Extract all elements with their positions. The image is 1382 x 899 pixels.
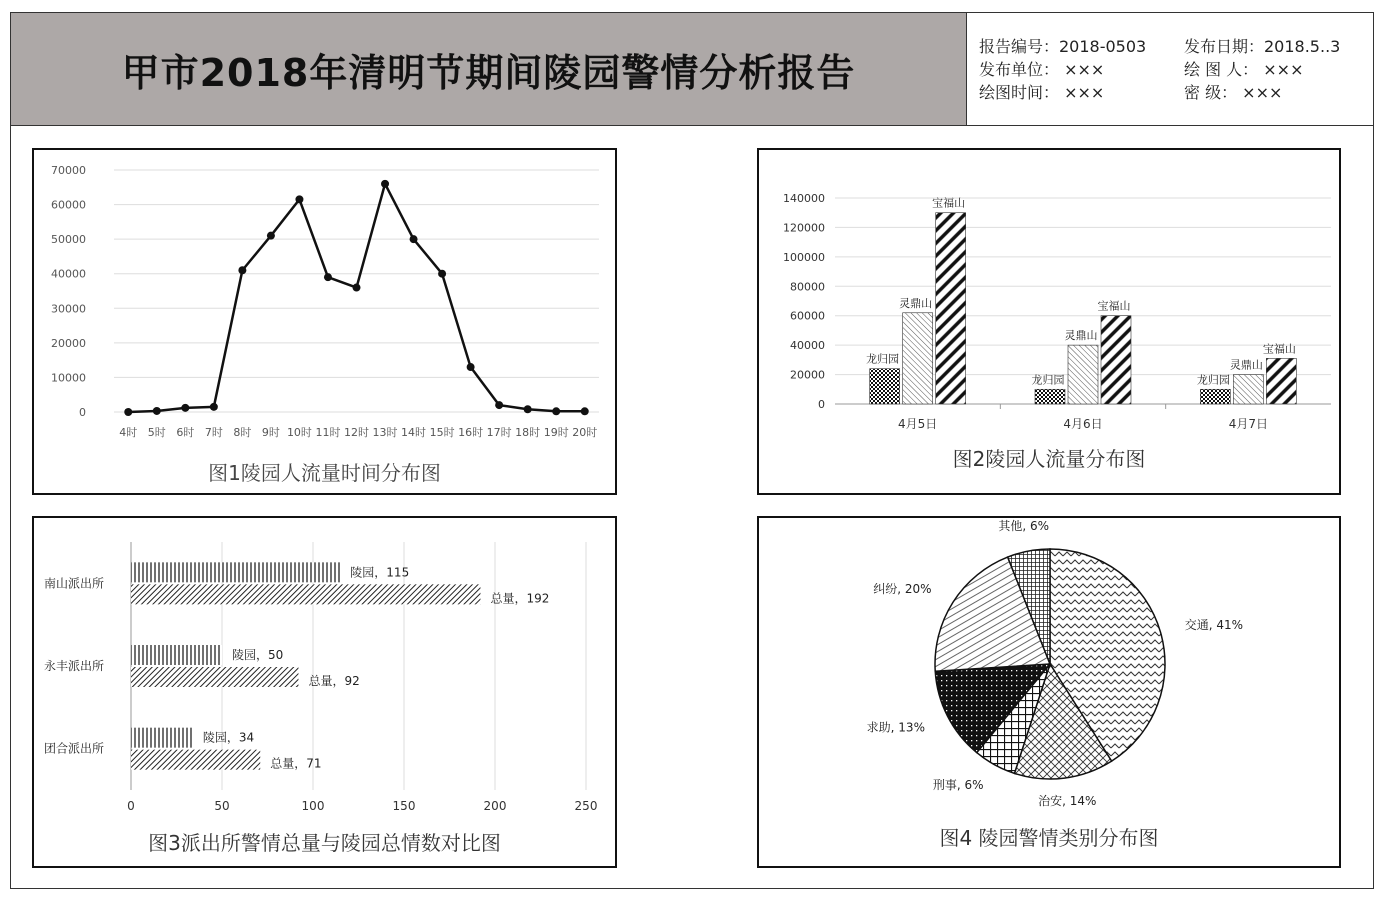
fig1-x-tick-label: 10时 bbox=[286, 426, 312, 439]
fig3-x-tick-label: 250 bbox=[574, 799, 598, 813]
fig1-x-tick-label: 17时 bbox=[486, 426, 512, 439]
fig2-bar bbox=[903, 313, 933, 404]
fig3-data-label: 总量，71 bbox=[270, 756, 322, 771]
report-title: 甲市2018年清明节期间陵园警情分析报告 bbox=[121, 50, 856, 95]
fig2-y-tick-label: 120000 bbox=[783, 221, 825, 235]
fig1-x-tick-label: 5时 bbox=[147, 426, 166, 439]
fig1-x-tick-label: 16时 bbox=[458, 426, 484, 439]
fig1-data-point bbox=[495, 401, 503, 409]
drawer: 绘 图 人： ××× bbox=[1184, 60, 1304, 79]
meta-row bbox=[979, 58, 1373, 81]
fig1-data-point bbox=[381, 180, 389, 188]
fig2-panel bbox=[757, 148, 1341, 495]
fig2-data-label: 龙归园 bbox=[1031, 373, 1065, 387]
fig4-slice-label: 刑事, 6% bbox=[932, 777, 984, 792]
secrecy-level: 密 级： ××× bbox=[1184, 83, 1283, 102]
report-header bbox=[10, 12, 1374, 126]
fig3-data-label: 陵园，115 bbox=[350, 565, 410, 580]
fig1-data-point bbox=[467, 363, 475, 371]
fig2-data-label: 灵鼎山 bbox=[1064, 329, 1098, 343]
fig2-bar bbox=[1101, 316, 1131, 404]
fig2-bar bbox=[1035, 389, 1065, 404]
fig3-bar bbox=[131, 667, 298, 687]
fig3-bar bbox=[131, 584, 480, 604]
fig2-bar bbox=[870, 369, 900, 404]
fig3-data-label: 总量，192 bbox=[490, 591, 550, 606]
fig4-slice-label: 其他, 6% bbox=[998, 519, 1050, 534]
fig4-panel bbox=[757, 516, 1341, 868]
fig1-data-point bbox=[552, 407, 560, 415]
fig1-y-tick-label: 10000 bbox=[51, 371, 86, 385]
fig2-bar bbox=[936, 213, 966, 404]
fig1-data-point bbox=[210, 403, 218, 411]
fig2-y-tick-label: 60000 bbox=[790, 309, 825, 323]
fig2-data-label: 龙归园 bbox=[1196, 373, 1230, 387]
fig1-y-tick-label: 70000 bbox=[51, 164, 86, 177]
fig2-x-tick-label: 4月7日 bbox=[1228, 417, 1268, 431]
fig1-x-tick-label: 4时 bbox=[119, 426, 138, 439]
fig1-x-tick-label: 14时 bbox=[401, 426, 427, 439]
fig2-y-tick-label: 20000 bbox=[790, 368, 825, 382]
fig3-caption: 图3派出所警情总量与陵园总情数对比图 bbox=[148, 831, 501, 855]
fig1-data-point bbox=[438, 270, 446, 278]
fig3-data-label: 总量，92 bbox=[308, 674, 360, 688]
fig2-data-label: 灵鼎山 bbox=[1229, 358, 1263, 372]
publisher: 发布单位： ××× bbox=[979, 60, 1105, 79]
fig1-y-tick-label: 60000 bbox=[51, 198, 86, 212]
fig1-y-tick-label: 50000 bbox=[51, 233, 86, 247]
fig4-slice-label: 纠纷, 20% bbox=[873, 581, 932, 596]
fig2-data-label: 宝福山 bbox=[1262, 342, 1296, 356]
fig1-caption: 图1陵园人流量时间分布图 bbox=[208, 461, 441, 485]
fig3-y-tick-label: 团合派出所 bbox=[44, 741, 105, 756]
fig2-y-tick-label: 0 bbox=[818, 398, 825, 411]
fig2-data-label: 灵鼎山 bbox=[899, 296, 933, 310]
fig1-data-point bbox=[295, 195, 303, 203]
fig1-x-tick-label: 19时 bbox=[543, 426, 569, 439]
fig1-data-point bbox=[581, 407, 589, 415]
fig1-data-point bbox=[124, 408, 132, 416]
fig3-x-tick-label: 100 bbox=[301, 799, 325, 813]
fig2-y-tick-label: 40000 bbox=[790, 339, 825, 353]
fig3-panel bbox=[32, 516, 617, 868]
report-number: 报告编号：2018-0503 bbox=[979, 37, 1147, 56]
fig1-y-tick-label: 40000 bbox=[51, 267, 86, 281]
fig2-y-tick-label: 80000 bbox=[790, 280, 825, 294]
fig2-data-label: 龙归园 bbox=[866, 352, 900, 366]
fig2-bar bbox=[1200, 389, 1230, 404]
fig1-data-point bbox=[267, 232, 275, 240]
report-meta bbox=[967, 13, 1373, 125]
fig3-data-label: 陵园，34 bbox=[202, 730, 255, 745]
fig2-bar bbox=[1233, 375, 1263, 404]
fig4-slice-label: 求助, 13% bbox=[866, 720, 925, 735]
fig4-caption: 图4 陵园警情类别分布图 bbox=[939, 826, 1159, 850]
title-box bbox=[11, 13, 967, 125]
fig2-bar-chart bbox=[759, 150, 1339, 493]
fig3-bar bbox=[131, 562, 340, 582]
fig3-data-label: 陵园，50 bbox=[232, 648, 284, 662]
fig3-y-tick-label: 永丰派出所 bbox=[44, 659, 105, 673]
fig1-data-point bbox=[353, 284, 361, 292]
fig1-x-tick-label: 8时 bbox=[233, 426, 252, 439]
fig1-x-tick-label: 12时 bbox=[344, 426, 369, 439]
fig4-pie-chart bbox=[759, 518, 1339, 866]
fig2-x-tick-label: 4月5日 bbox=[898, 417, 938, 431]
fig2-x-tick-label: 4月6日 bbox=[1063, 417, 1103, 431]
publish-date: 发布日期：2018.5..3 bbox=[1184, 37, 1341, 56]
fig4-slice-label: 交通, 41% bbox=[1184, 617, 1244, 632]
fig3-hbar-chart bbox=[34, 518, 615, 866]
fig3-x-tick-label: 0 bbox=[127, 799, 135, 813]
fig1-data-point bbox=[153, 407, 161, 415]
fig1-data-point bbox=[238, 266, 246, 274]
fig1-x-tick-label: 18时 bbox=[515, 426, 541, 439]
fig1-x-tick-label: 13时 bbox=[372, 426, 398, 439]
fig1-data-point bbox=[181, 404, 189, 412]
fig1-data-point bbox=[324, 273, 332, 281]
fig1-y-tick-label: 0 bbox=[79, 406, 86, 419]
fig2-y-tick-label: 100000 bbox=[783, 250, 825, 264]
fig2-data-label: 宝福山 bbox=[1097, 299, 1131, 313]
meta-row bbox=[979, 81, 1373, 104]
fig3-x-tick-label: 50 bbox=[214, 799, 230, 813]
fig1-y-tick-label: 30000 bbox=[51, 302, 86, 316]
fig2-data-label: 宝福山 bbox=[932, 196, 966, 210]
fig1-data-point bbox=[410, 235, 418, 243]
fig4-slice-label: 治安, 14% bbox=[1038, 793, 1097, 808]
fig2-bar bbox=[1068, 345, 1098, 404]
meta-row bbox=[979, 35, 1373, 58]
fig3-bar bbox=[131, 750, 260, 770]
fig3-x-tick-label: 150 bbox=[392, 799, 416, 813]
fig1-x-tick-label: 15时 bbox=[429, 426, 455, 439]
fig3-bar bbox=[131, 645, 222, 665]
fig1-x-tick-label: 9时 bbox=[261, 426, 280, 439]
fig1-data-point bbox=[524, 405, 532, 413]
draw-time: 绘图时间： ××× bbox=[979, 83, 1105, 102]
fig1-x-tick-label: 6时 bbox=[176, 426, 195, 439]
fig2-bar bbox=[1266, 358, 1296, 404]
fig3-bar bbox=[131, 728, 193, 748]
fig1-x-tick-label: 7时 bbox=[204, 426, 223, 439]
fig3-x-tick-label: 200 bbox=[483, 799, 507, 813]
fig2-caption: 图2陵园人流量分布图 bbox=[952, 447, 1146, 471]
fig1-panel bbox=[32, 148, 617, 495]
fig1-line-chart bbox=[34, 150, 615, 493]
fig1-y-tick-label: 20000 bbox=[51, 336, 86, 350]
fig2-y-tick-label: 140000 bbox=[783, 192, 825, 205]
fig1-x-tick-label: 11时 bbox=[315, 426, 341, 439]
fig3-y-tick-label: 南山派出所 bbox=[44, 576, 105, 591]
fig1-x-tick-label: 20时 bbox=[572, 426, 598, 439]
